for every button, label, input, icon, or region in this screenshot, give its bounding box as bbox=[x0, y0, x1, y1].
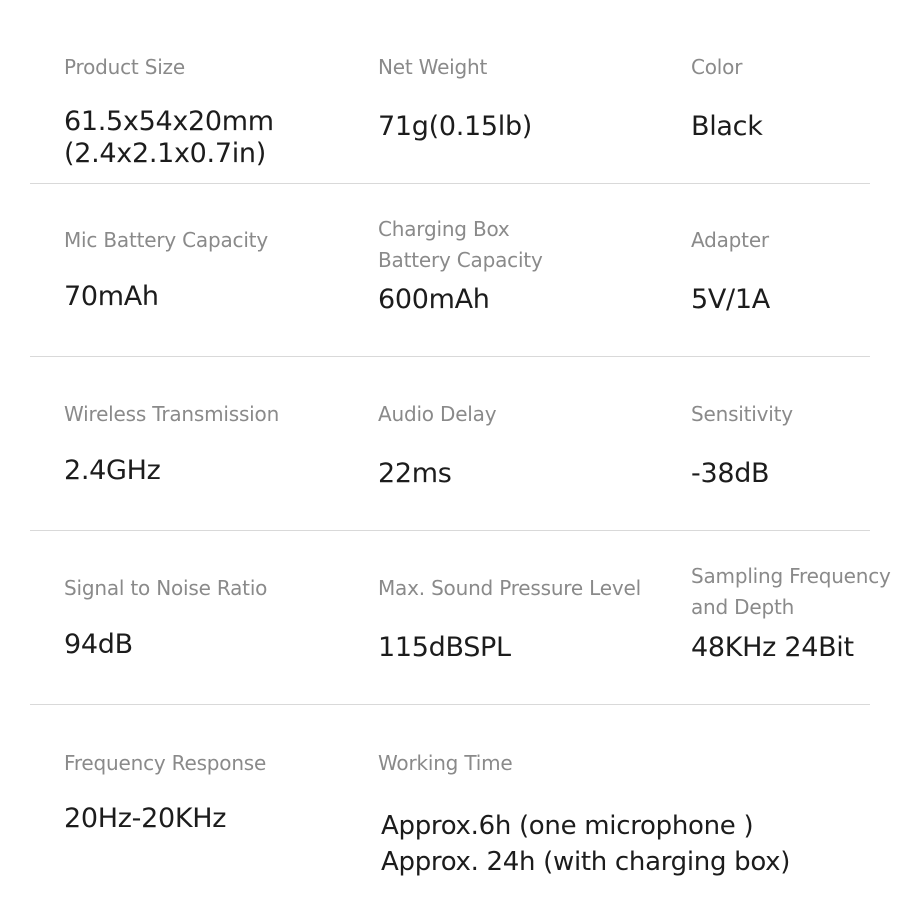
value-sampling-frequency-and-depth bbox=[691, 632, 854, 664]
label-text: Frequency Response bbox=[64, 751, 267, 775]
label-text: Working Time bbox=[378, 751, 513, 775]
value-text: 94dB bbox=[64, 629, 133, 660]
label-text: Sampling Frequency bbox=[691, 564, 891, 588]
value-text: (2.4x2.1x0.7in) bbox=[64, 138, 266, 169]
value-text: 61.5x54x20mm bbox=[64, 106, 274, 137]
label-text: Adapter bbox=[691, 228, 769, 252]
value-mic-battery-capacity bbox=[64, 281, 159, 313]
value-text: 600mAh bbox=[378, 284, 490, 315]
label-net-weight bbox=[378, 52, 487, 83]
value-sensitivity bbox=[691, 458, 769, 490]
label-color bbox=[691, 52, 742, 83]
label-text: Color bbox=[691, 55, 743, 79]
label-sensitivity bbox=[691, 399, 793, 430]
label-working-time bbox=[378, 748, 512, 779]
value-text: Approx.6h (one microphone ) bbox=[381, 811, 754, 841]
value-wireless-transmission bbox=[64, 455, 161, 487]
value-text: 115dBSPL bbox=[378, 632, 511, 663]
value-text: 70mAh bbox=[64, 281, 159, 312]
row-divider bbox=[30, 530, 870, 531]
label-text: Wireless Transmission bbox=[64, 402, 280, 426]
value-product-size bbox=[64, 106, 274, 170]
label-text: Net Weight bbox=[378, 55, 488, 79]
value-text: 48KHz 24Bit bbox=[691, 632, 854, 663]
row-divider bbox=[30, 356, 870, 357]
value-signal-to-noise-ratio bbox=[64, 629, 133, 661]
value-color bbox=[691, 111, 763, 143]
value-charging-box-battery-capacity bbox=[378, 284, 490, 316]
label-text: Battery Capacity bbox=[378, 248, 543, 272]
label-max-sound-pressure-level bbox=[378, 573, 641, 604]
label-sampling-frequency-and-depth bbox=[691, 561, 891, 623]
value-text: Black bbox=[691, 111, 763, 142]
label-frequency-response bbox=[64, 748, 266, 779]
row-divider bbox=[30, 183, 870, 184]
label-text: Audio Delay bbox=[378, 402, 497, 426]
label-text: and Depth bbox=[691, 595, 795, 619]
label-product-size bbox=[64, 52, 185, 83]
label-text: Max. Sound Pressure Level bbox=[378, 576, 641, 600]
value-text: -38dB bbox=[691, 458, 770, 489]
value-text: 71g(0.15lb) bbox=[378, 111, 533, 142]
value-text: 2.4GHz bbox=[64, 455, 161, 486]
label-text: Charging Box bbox=[378, 217, 510, 241]
value-frequency-response bbox=[64, 803, 226, 835]
value-net-weight bbox=[378, 111, 532, 143]
value-audio-delay bbox=[378, 458, 452, 490]
label-charging-box-battery-capacity bbox=[378, 214, 543, 276]
row-divider bbox=[30, 704, 870, 705]
label-text: Mic Battery Capacity bbox=[64, 228, 268, 252]
label-text: Signal to Noise Ratio bbox=[64, 576, 268, 600]
label-signal-to-noise-ratio bbox=[64, 573, 267, 604]
label-text: Product Size bbox=[64, 55, 185, 79]
value-working-time bbox=[381, 808, 790, 880]
value-text: 20Hz-20KHz bbox=[64, 803, 227, 834]
label-wireless-transmission bbox=[64, 399, 279, 430]
value-text: 22ms bbox=[378, 458, 452, 489]
label-mic-battery-capacity bbox=[64, 225, 268, 256]
value-max-sound-pressure-level bbox=[378, 632, 511, 664]
value-text: Approx. 24h (with charging box) bbox=[381, 847, 791, 877]
value-text: 5V/1A bbox=[691, 284, 770, 315]
label-audio-delay bbox=[378, 399, 496, 430]
label-adapter bbox=[691, 225, 769, 256]
label-text: Sensitivity bbox=[691, 402, 793, 426]
value-adapter bbox=[691, 284, 770, 316]
